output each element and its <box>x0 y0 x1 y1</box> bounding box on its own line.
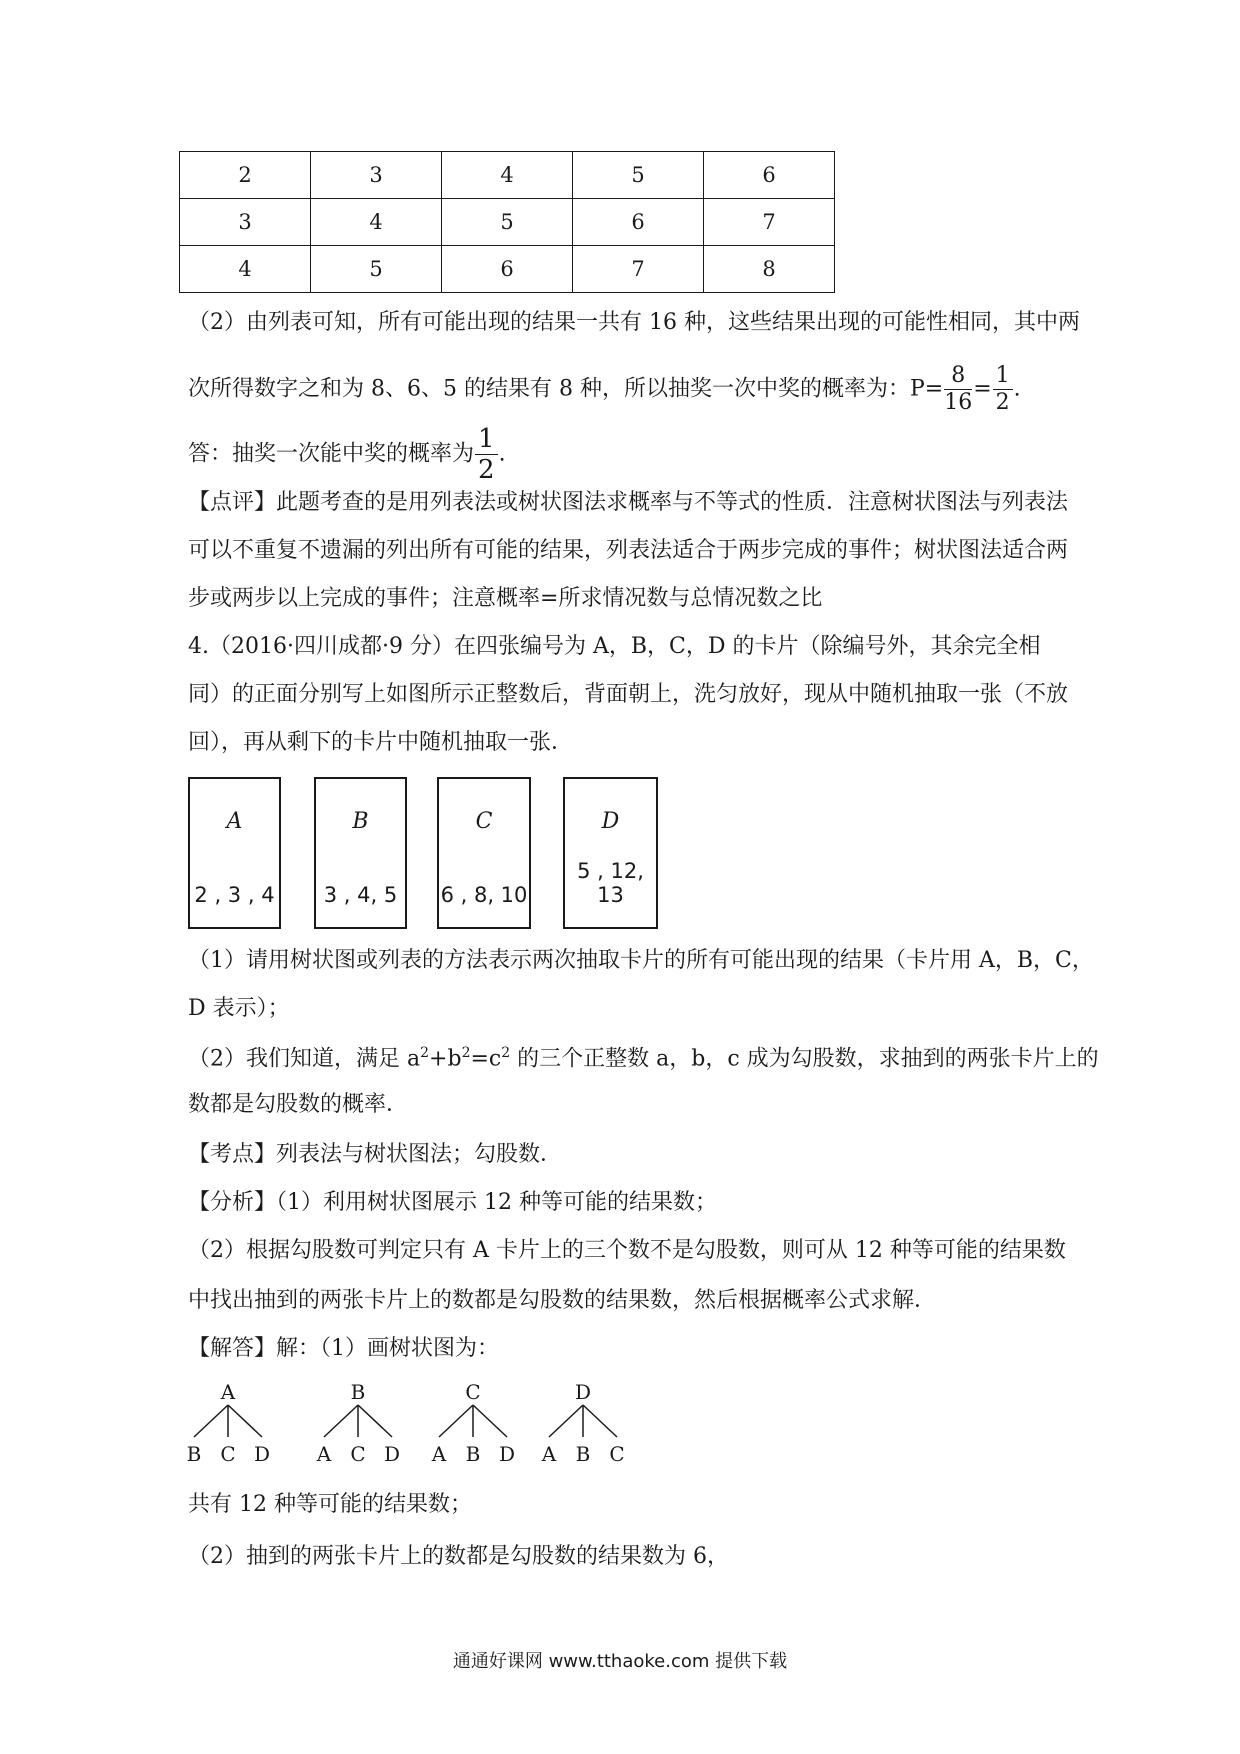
tree-leaf: A <box>541 1442 557 1466</box>
table-cell: 6 <box>442 246 573 293</box>
table-cell: 6 <box>704 152 835 199</box>
fraction-numerator: 8 <box>944 365 972 390</box>
p2-line1: （2）由列表可知，所有可能出现的结果一共有 16 种，这些结果出现的可能性相同，其中两 <box>188 310 1080 335</box>
table-cell: 4 <box>442 152 573 199</box>
answer-fraction <box>475 426 498 483</box>
superscript: 2 <box>461 1045 471 1061</box>
tree-root: B <box>350 1380 366 1404</box>
p2-line2-text: 次所得数字之和为 8、6、5 的结果有 8 种，所以抽奖一次中奖的概率为：P= <box>188 376 944 402</box>
sub1-line1: （1）请用树状图或列表的方法表示两次抽取卡片的所有可能出现的结果（卡片用 A，B，C， <box>188 948 1094 973</box>
tree-D <box>541 1380 625 1466</box>
card-numbers: 2 , 3 , 4 <box>194 883 275 907</box>
fraction-8-16 <box>944 365 972 414</box>
fenxi-line3: 中找出抽到的两张卡片上的数都是勾股数的结果数，然后根据概率公式求解． <box>188 1288 937 1313</box>
table-cell: 4 <box>180 246 311 293</box>
tree-branch <box>228 1405 262 1437</box>
tree-leaf: A <box>316 1442 332 1466</box>
table-cell: 2 <box>180 152 311 199</box>
tree-branch <box>194 1405 228 1437</box>
table-cell: 3 <box>180 199 311 246</box>
fenxi-line1: 【分析】（1）利用树状图展示 12 种等可能的结果数； <box>188 1190 717 1215</box>
tree-leaf: A <box>431 1442 447 1466</box>
tree-leaf: B <box>186 1442 202 1466</box>
table-cell: 6 <box>573 199 704 246</box>
tree-branch <box>358 1405 392 1437</box>
fenxi-line2: （2）根据勾股数可判定只有 A 卡片上的三个数不是勾股数，则可从 12 种等可能的结果数 <box>188 1238 1066 1263</box>
tree-branch <box>439 1405 473 1437</box>
kaodian: 【考点】列表法与树状图法；勾股数． <box>188 1142 563 1167</box>
table-cell: 5 <box>311 246 442 293</box>
tree-branch <box>473 1405 507 1437</box>
tree-leaf: B <box>575 1442 591 1466</box>
table-cell: 5 <box>442 199 573 246</box>
card-a <box>188 777 281 929</box>
fraction-denominator: 2 <box>478 455 495 485</box>
fraction-numerator: 1 <box>475 426 498 455</box>
tree-leaf: C <box>609 1442 625 1466</box>
sum-table <box>179 151 835 293</box>
card-d <box>563 777 658 929</box>
text: +b <box>429 1046 462 1072</box>
fraction-denominator: 16 <box>944 390 973 415</box>
table-row <box>180 246 835 293</box>
table-cell: 8 <box>704 246 835 293</box>
tree-A <box>187 1380 270 1466</box>
card-label: D <box>601 809 620 834</box>
card-numbers: 6 , 8, 10 <box>440 883 528 907</box>
tree-leaf: C <box>350 1442 366 1466</box>
tree-root: C <box>465 1380 481 1404</box>
period: . <box>498 441 506 467</box>
p2-line2 <box>188 365 1021 414</box>
last-line: （2）抽到的两张卡片上的数都是勾股数的结果数为 6， <box>188 1544 729 1569</box>
card-label: C <box>475 809 493 834</box>
card-numbers: 5 , 12, 13 <box>577 859 644 907</box>
text: （2）我们知道，满足 a <box>188 1046 421 1072</box>
sub1-line2: D 表示）； <box>188 996 290 1021</box>
fraction-1-2 <box>993 365 1013 414</box>
superscript: 2 <box>420 1045 430 1061</box>
tree-branch <box>549 1405 583 1437</box>
tree-C <box>431 1380 515 1466</box>
card-label: A <box>226 809 243 834</box>
comment-line3: 步或两步以上完成的事件；注意概率=所求情况数与总情况数之比 <box>188 586 823 611</box>
tree-leaf: B <box>465 1442 481 1466</box>
sub2-line2: 数都是勾股数的概率． <box>188 1092 409 1117</box>
tree-diagrams <box>180 1375 700 1480</box>
q4-line2: 同）的正面分别写上如图所示正整数后，背面朝上，洗匀放好，现从中随机抽取一张（不放 <box>188 682 1069 707</box>
table-cell: 4 <box>311 199 442 246</box>
tree-root: D <box>574 1380 592 1404</box>
q4-line1: 4.（2016·四川成都·9 分）在四张编号为 A，B，C，D 的卡片（除编号外，其余完全相 <box>188 634 1041 659</box>
tree-root: A <box>220 1380 236 1404</box>
answer-line <box>188 426 506 483</box>
card-b <box>314 777 407 929</box>
tree-leaf: D <box>253 1442 271 1466</box>
table-cell: 5 <box>573 152 704 199</box>
card-c <box>437 777 531 929</box>
card-label: B <box>352 809 369 834</box>
sub2-line1 <box>188 1046 1099 1070</box>
tree-leaf: D <box>498 1442 516 1466</box>
table-cell: 3 <box>311 152 442 199</box>
equals-sign: = <box>973 376 992 402</box>
table-row <box>180 152 835 199</box>
tree-leaf: C <box>220 1442 236 1466</box>
comment-line2: 可以不重复不遗漏的列出所有可能的结果，列表法适合于两步完成的事件；树状图法适合两 <box>188 538 1069 563</box>
tree-branch <box>324 1405 358 1437</box>
text: =c <box>470 1046 502 1072</box>
text: 的三个正整数 a，b，c 成为勾股数，求抽到的两张卡片上的 <box>510 1046 1099 1072</box>
tree-B <box>316 1380 400 1466</box>
fraction-denominator: 2 <box>995 390 1010 415</box>
fraction-numerator: 1 <box>993 365 1013 390</box>
total-line: 共有 12 种等可能的结果数； <box>188 1492 472 1517</box>
jieda: 【解答】解：（1）画树状图为： <box>188 1336 499 1361</box>
superscript: 2 <box>501 1045 511 1061</box>
q4-line3: 回），再从剩下的卡片中随机抽取一张． <box>188 730 574 755</box>
table-cell: 7 <box>704 199 835 246</box>
card-numbers: 3 , 4, 5 <box>323 883 398 907</box>
answer-text: 答：抽奖一次能中奖的概率为 <box>188 441 475 467</box>
tree-leaf: D <box>383 1442 401 1466</box>
period: . <box>1013 376 1021 402</box>
table-cell: 7 <box>573 246 704 293</box>
table-row <box>180 199 835 246</box>
tree-branch <box>583 1405 617 1437</box>
comment-line1: 【点评】此题考查的是用列表法或树状图法求概率与不等式的性质．注意树状图法与列表法 <box>188 490 1069 515</box>
footer: 通通好课网 www.tthaoke.com 提供下载 <box>452 1651 788 1672</box>
